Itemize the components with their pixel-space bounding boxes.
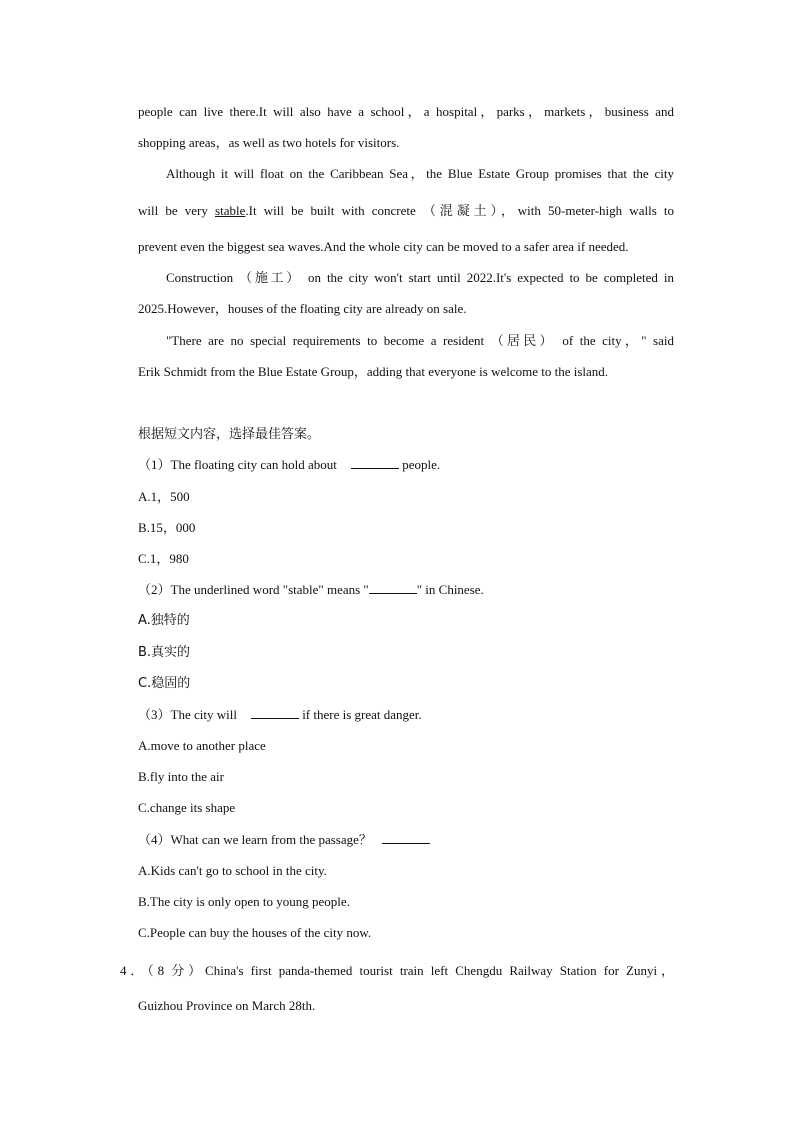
question-4-stem <box>138 831 674 849</box>
question-4-heading-cont: Guizhou Province on March 28th. <box>138 998 316 1013</box>
option-1b: B.15，000 <box>138 520 196 535</box>
answer-blank <box>251 706 299 719</box>
passage-line: people can live there.It will also have a school，a hospital，parks，markets，business and <box>138 104 674 119</box>
question-text: people. <box>398 457 441 472</box>
question-1-stem <box>138 456 674 474</box>
passage-line: Although it will float on the Caribbean Sea，the Blue Estate Group promises that the city <box>166 166 674 181</box>
question-text: if there is great danger. <box>298 707 422 722</box>
question-text: （2）The underlined word "stable" means " <box>138 582 369 597</box>
option-3c: C.change its shape <box>138 800 236 815</box>
question-text: " in Chinese. <box>416 582 484 597</box>
question-text: （3）The city will <box>138 707 237 722</box>
passage-text: will be very <box>138 203 216 218</box>
option-3b: B.fly into the air <box>138 769 224 784</box>
passage-line: 2025.However，houses of the floating city are already on sale. <box>138 301 467 316</box>
option-4c: C.People can buy the houses of the city now. <box>138 925 372 940</box>
underlined-word-stable: stable <box>215 203 246 218</box>
option-1c: C.1，980 <box>138 551 189 566</box>
option-4b: B.The city is only open to young people. <box>138 894 350 909</box>
question-2-stem <box>138 581 674 599</box>
passage-line: Erik Schmidt from the Blue Estate Group，adding that everyone is welcome to the island. <box>138 364 609 379</box>
option-2c: C.稳固的 <box>138 676 191 691</box>
question-text: （4）What can we learn from the passage？ <box>138 832 372 847</box>
passage-line <box>138 202 674 220</box>
option-3a: A.move to another place <box>138 738 266 753</box>
passage-line: prevent even the biggest sea waves.And the whole city can be moved to a safer area if needed. <box>138 239 629 254</box>
option-2b: B.真实的 <box>138 645 191 660</box>
passage-line: shopping areas，as well as two hotels for visitors. <box>138 135 400 150</box>
passage-text: .It will be built with concrete （混凝土），with 50-meter-high walls to <box>245 203 675 218</box>
option-2a: A.独特的 <box>138 613 190 628</box>
passage-line: Construction （施工） on the city won't start until 2022.It's expected to be completed in <box>166 270 674 285</box>
answer-blank <box>369 581 417 594</box>
option-4a: A.Kids can't go to school in the city. <box>138 863 327 878</box>
answer-blank <box>351 456 399 469</box>
answer-blank <box>382 831 430 844</box>
question-text: （1）The floating city can hold about <box>138 457 337 472</box>
question-4-heading: 4．（8 分）China's first panda-themed tourist train left Chengdu Railway Station for Zunyi， <box>120 963 674 978</box>
question-3-stem <box>138 706 674 724</box>
option-1a: A.1，500 <box>138 489 190 504</box>
passage-line: "There are no special requirements to become a resident （居民） of the city，" said <box>166 333 674 348</box>
instruction-text: 根据短文内容，选择最佳答案。 <box>138 427 321 442</box>
